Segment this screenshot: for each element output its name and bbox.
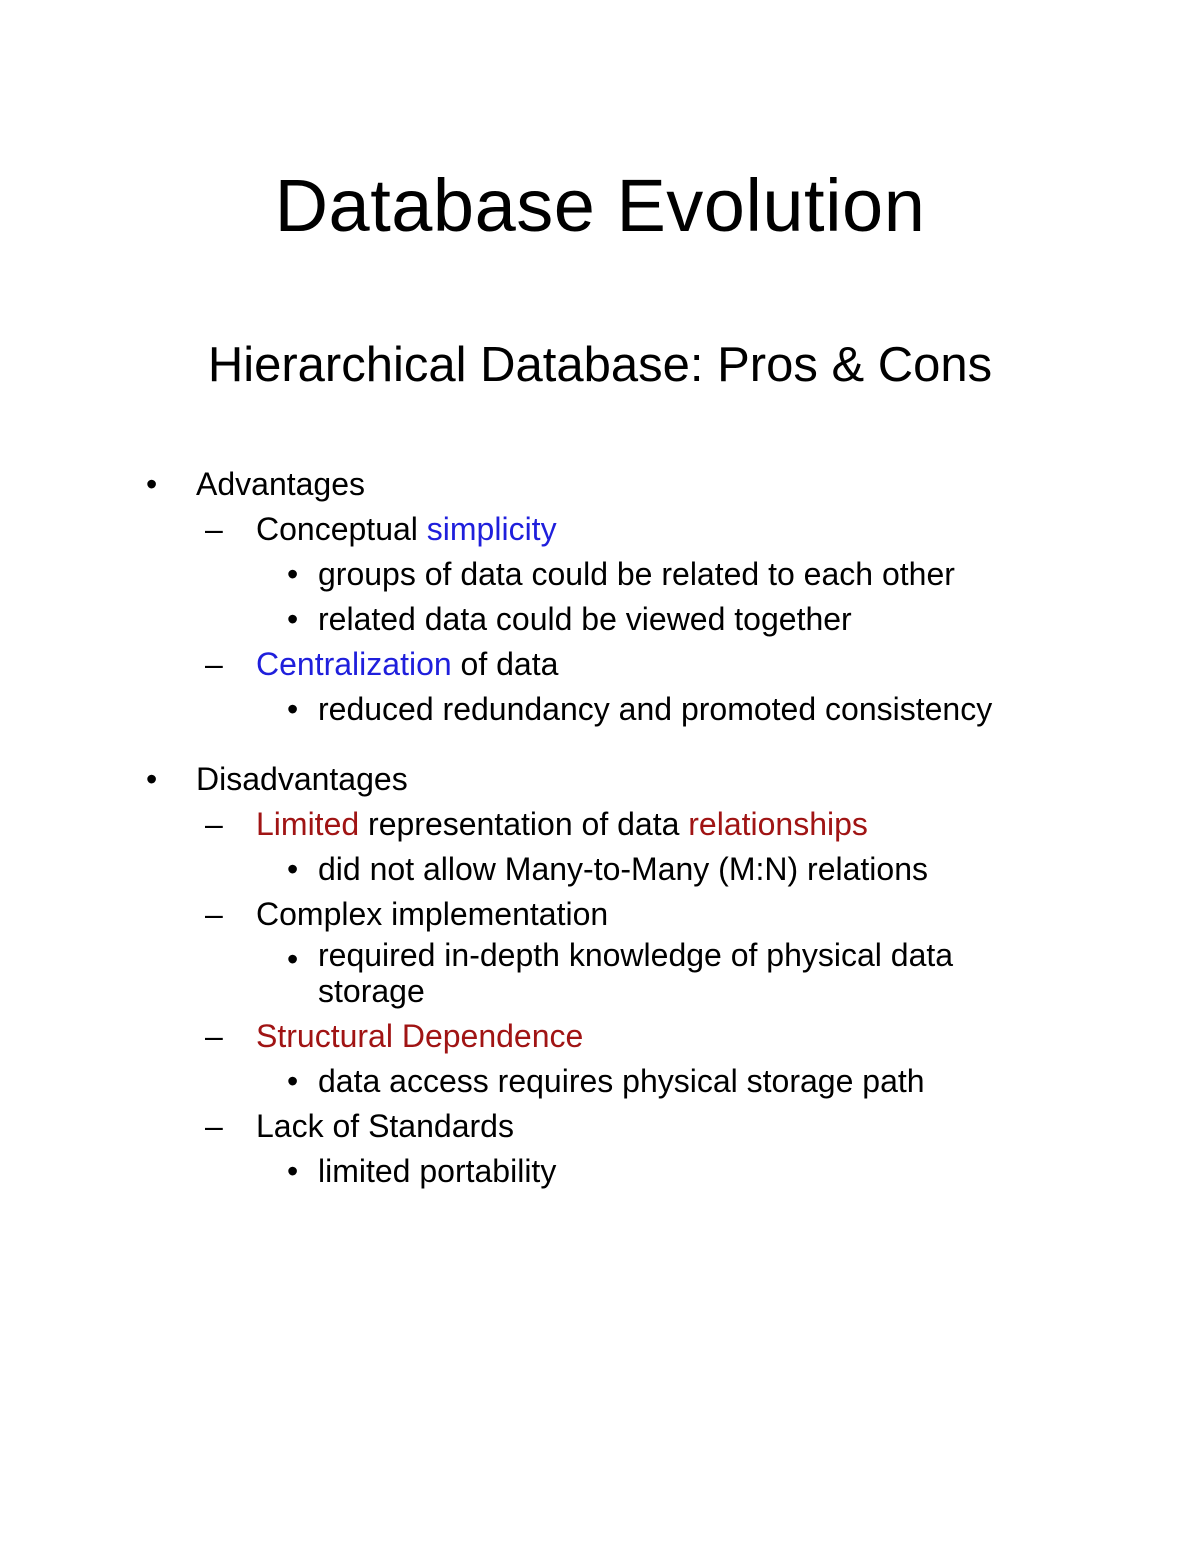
bullet-marker: •: [146, 761, 158, 797]
item-text-plain: Complex implementation: [256, 896, 609, 932]
subitem-text: reduced redundancy and promoted consistency: [318, 691, 993, 727]
item-text-highlight: simplicity: [426, 511, 557, 547]
disadvantage-item: [0, 1014, 1200, 1059]
dash-marker: –: [205, 646, 223, 682]
disadvantages-heading: Disadvantages: [196, 761, 408, 797]
disadvantage-item: [0, 1104, 1200, 1149]
disadvantage-item: [0, 802, 1200, 847]
dash-marker: –: [205, 896, 223, 932]
subitem-text: related data could be viewed together: [318, 601, 852, 637]
subitem-text: data access requires physical storage path: [318, 1063, 925, 1099]
page-subtitle: Hierarchical Database: Pros & Cons: [207, 338, 993, 392]
disadvantages-heading-row: [0, 757, 1200, 802]
advantages-heading: Advantages: [196, 466, 366, 502]
advantage-subitem: [0, 597, 1200, 642]
disadvantage-item: [0, 892, 1200, 937]
advantages-heading-row: [0, 462, 1200, 507]
disadvantage-subitem: [0, 1149, 1200, 1194]
bullet-marker: •: [287, 1063, 299, 1099]
bullet-marker: •: [287, 601, 299, 637]
item-text-plain: of data: [451, 646, 559, 682]
bullet-marker: •: [146, 466, 158, 502]
item-text-highlight: relationships: [688, 806, 868, 842]
advantages-section: [0, 462, 1200, 732]
dash-marker: –: [205, 511, 223, 547]
item-text-plain: representation of data: [359, 806, 689, 842]
subitem-text: limited portability: [318, 1153, 557, 1189]
bullet-marker: •: [287, 556, 299, 592]
dash-marker: –: [205, 1018, 223, 1054]
advantage-subitem: [0, 687, 1200, 732]
item-text-highlight: Structural Dependence: [256, 1018, 584, 1054]
advantage-item: [0, 507, 1200, 552]
subitem-text: did not allow Many-to-Many (M:N) relations: [318, 851, 928, 887]
bullet-marker: •: [287, 691, 299, 727]
disadvantage-subitem: [0, 937, 1200, 1014]
item-text-plain: Lack of Standards: [256, 1108, 514, 1144]
disadvantages-section: [0, 757, 1200, 1194]
advantage-item: [0, 642, 1200, 687]
disadvantage-subitem: [0, 1059, 1200, 1104]
disadvantage-subitem: [0, 847, 1200, 892]
subitem-text: groups of data could be related to each other: [318, 556, 955, 592]
pros-cons-outline: [0, 462, 1200, 1194]
bullet-marker: •: [287, 1153, 299, 1189]
item-text-highlight: Limited: [256, 806, 360, 842]
bullet-marker: •: [287, 851, 299, 887]
page-title: Database Evolution: [274, 164, 926, 247]
dash-marker: –: [205, 1108, 223, 1144]
advantage-subitem: [0, 552, 1200, 597]
subitem-text: required in-depth knowledge of physical data storage: [318, 937, 954, 1009]
dash-marker: –: [205, 806, 223, 842]
item-text-plain: Conceptual: [256, 511, 427, 547]
bullet-marker: •: [287, 941, 299, 977]
item-text-highlight: Centralization: [256, 646, 452, 682]
